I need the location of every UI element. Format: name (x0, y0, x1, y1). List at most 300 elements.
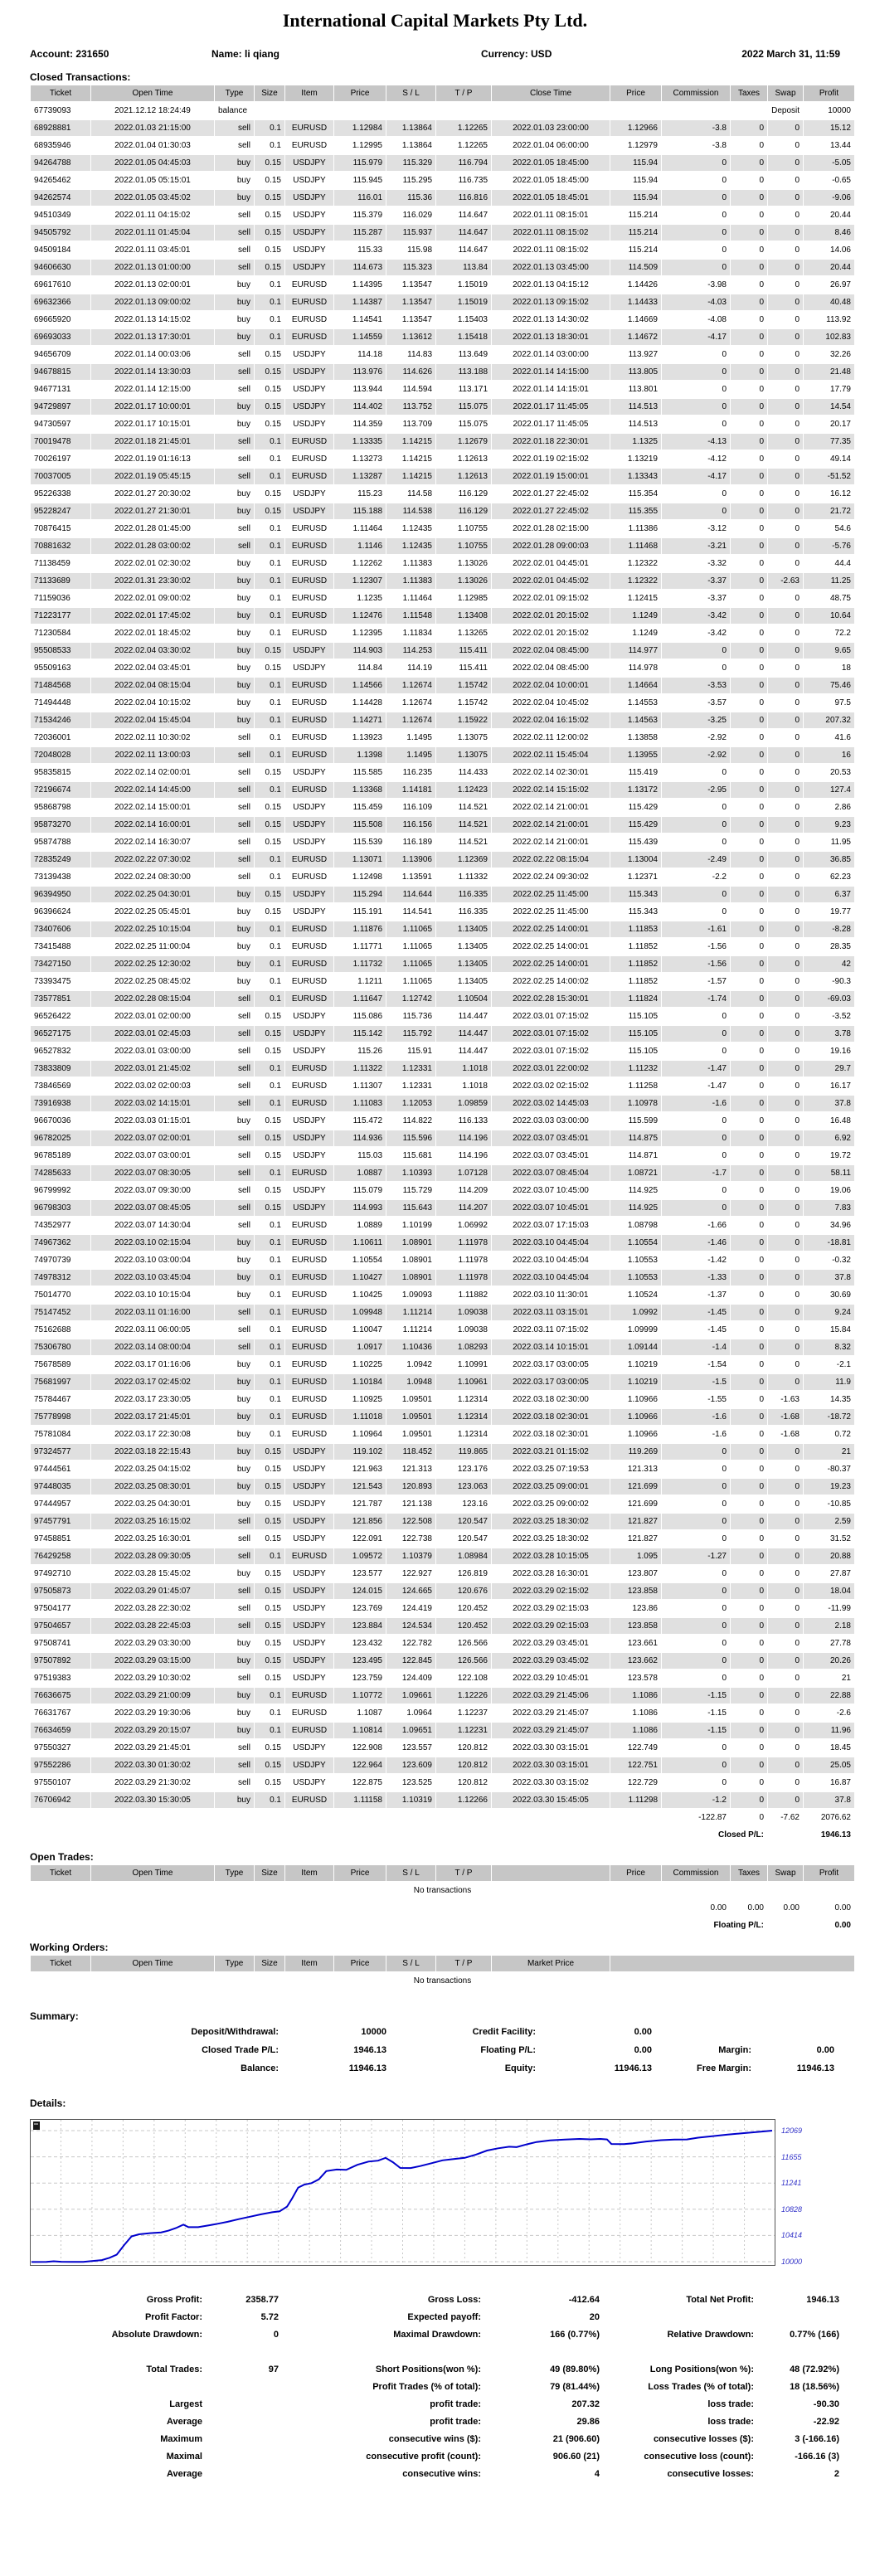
cell-profit: 20.26 (804, 1653, 854, 1669)
cell-taxes: 0 (759, 1499, 764, 1509)
cell-close-time: 2022.03.01 07:15:02 (513, 1047, 589, 1056)
cell-close-time: 2022.01.28 02:15:00 (513, 524, 589, 533)
cell-swap: 0 (768, 329, 803, 345)
cell-close-price: 113.801 (628, 385, 658, 394)
cell-swap: 0 (768, 956, 803, 972)
cell-open-time: 2022.02.25 04:30:01 (91, 887, 214, 902)
cell-swap: 0 (768, 921, 803, 937)
cell-profit: 21.48 (804, 364, 854, 380)
cell-tp: 120.452 (436, 1618, 491, 1634)
cell-close-time: 2022.01.11 08:15:02 (513, 245, 589, 255)
cell-item: USDJPY (293, 1116, 326, 1125)
cell-ticket: 97457791 (31, 1514, 90, 1529)
cell-close-time: 2022.02.25 14:00:02 (513, 977, 589, 986)
cell-close-time: 2022.03.25 18:30:02 (492, 1514, 610, 1529)
cell-open-time: 2022.03.29 01:45:07 (91, 1583, 214, 1599)
cell-close-time: 2022.01.27 22:45:02 (492, 503, 610, 519)
column-header-ticket: Ticket (31, 1956, 90, 1971)
cell-profit: 75.46 (804, 678, 854, 693)
cell-price: 124.015 (334, 1583, 386, 1599)
stat-value (202, 2448, 279, 2466)
cell-swap: 0 (795, 629, 800, 638)
summary-item-value: 1946.13 (353, 2045, 386, 2055)
cell-sl: 1.10319 (386, 1792, 435, 1808)
cell-taxes: 0 (731, 260, 767, 275)
transaction-row (31, 329, 854, 345)
cell-taxes: 0 (759, 1047, 764, 1056)
cell-profit: 14.06 (829, 245, 851, 255)
cell-sl: 115.937 (386, 225, 435, 241)
cell-close-time: 2022.01.04 06:00:00 (513, 141, 589, 150)
cell-item: USDJPY (293, 838, 326, 847)
cell-profit: 14.54 (804, 399, 854, 415)
cell-tp: 120.812 (457, 1778, 488, 1787)
transaction-row (31, 277, 854, 293)
cell-size: 0.15 (265, 663, 281, 673)
cell-close-time: 2022.01.14 03:00:00 (513, 350, 589, 359)
cell-item: EURUSD (291, 1081, 328, 1091)
cell-swap: 0 (795, 1290, 800, 1300)
cell-swap: 0 (795, 907, 800, 916)
cell-swap: 0 (795, 872, 800, 882)
cell-swap: 0 (795, 1778, 800, 1787)
column-header-close-time (492, 1865, 610, 1881)
cell-close-price: 121.699 (627, 1499, 658, 1509)
cell-close-price: 114.513 (610, 399, 661, 415)
transaction-row (31, 1461, 854, 1477)
cell-ticket: 74352977 (34, 1221, 71, 1230)
cell-size: 0.15 (255, 1479, 284, 1495)
cell-profit: 15.84 (829, 1325, 851, 1334)
transaction-row (31, 190, 854, 206)
column-header-item: Item (285, 85, 333, 101)
stat-label: Average (166, 2469, 202, 2479)
cell-close-price: 1.1086 (610, 1723, 661, 1738)
cell-ticket: 94262574 (31, 190, 90, 206)
cell-open-time: 2022.01.05 03:45:02 (91, 190, 214, 206)
cell-type: buy (215, 956, 254, 972)
cell-ticket: 71494448 (34, 698, 71, 707)
header-row (31, 1956, 854, 1971)
cell-price: 1.13273 (352, 454, 382, 464)
cell-commission: 0 (722, 489, 727, 498)
cell-close-time: 2022.03.10 04:45:04 (492, 1270, 610, 1286)
cell-item: EURUSD (291, 698, 328, 707)
cell-taxes: 0 (759, 942, 764, 951)
cell-open-time: 2022.01.03 21:15:00 (91, 120, 214, 136)
cell-open-time: 2022.03.11 06:00:05 (114, 1325, 191, 1334)
transaction-row (31, 1200, 854, 1216)
cell-price: 114.18 (357, 350, 382, 359)
cell-open-time: 2022.02.11 13:00:03 (91, 747, 214, 763)
cell-taxes: 0 (731, 225, 767, 241)
total-profit: 0.00 (834, 1903, 851, 1913)
column-header-blank (610, 1956, 854, 1971)
cell-type: buy (215, 1688, 254, 1704)
cell-ticket: 75784467 (34, 1395, 71, 1404)
cell-type: buy (236, 977, 250, 986)
cell-swap: 0 (768, 712, 803, 728)
cell-item: EURUSD (291, 1430, 328, 1439)
cell-swap: 0 (768, 608, 803, 624)
cell-price: 1.14387 (334, 294, 386, 310)
cell-close-time: 2022.02.04 08:45:00 (492, 643, 610, 659)
cell-size: 0.1 (270, 872, 281, 882)
cell-commission: 0 (662, 1514, 730, 1529)
cell-type: buy (215, 503, 254, 519)
cell-sl: 1.13547 (386, 294, 435, 310)
cell-price: 1.12476 (334, 608, 386, 624)
cell-profit: 2.86 (834, 803, 851, 812)
cell-close-time: 2022.01.18 22:30:01 (492, 434, 610, 450)
cell-size: 0.15 (265, 176, 281, 185)
cell-ticket: 97505873 (31, 1583, 90, 1599)
stat-value: 49 (89.80%) (550, 2365, 600, 2374)
cell-type: buy (215, 399, 254, 415)
cell-open-time: 2022.02.14 02:00:01 (114, 768, 191, 777)
cell-tp: 1.12613 (436, 469, 491, 484)
cell-profit: 8.46 (804, 225, 854, 241)
cell-profit: 0.72 (834, 1430, 851, 1439)
cell-taxes: 0 (731, 921, 767, 937)
cell-tp: 114.196 (458, 1151, 488, 1160)
cell-open-time: 2022.03.17 01:16:06 (114, 1360, 191, 1369)
cell-item: EURUSD (291, 733, 328, 742)
cell-size: 0.1 (255, 120, 284, 136)
cell-profit: 2.59 (804, 1514, 854, 1529)
cell-open-time: 2022.03.17 02:45:02 (91, 1374, 214, 1390)
transaction-row (31, 1165, 854, 1181)
cell-taxes: 0 (731, 190, 767, 206)
cell-price: 121.856 (334, 1514, 386, 1529)
cell-swap: 0 (795, 489, 800, 498)
cell-close-time: 2022.02.01 20:15:02 (513, 629, 589, 638)
cell-ticket: 75678589 (34, 1360, 71, 1369)
cell-item: USDJPY (285, 1026, 333, 1042)
cell-price: 115.459 (352, 803, 382, 812)
cell-sl: 124.409 (401, 1674, 432, 1683)
cell-type: sell (215, 1026, 254, 1042)
cell-profit: 20.53 (829, 768, 851, 777)
cell-tp: 1.10755 (436, 538, 491, 554)
cell-open-time: 2022.01.18 21:45:01 (91, 434, 214, 450)
cell-size: 0.1 (255, 294, 284, 310)
cell-size: 0.1 (270, 698, 281, 707)
cell-item: EURUSD (291, 872, 328, 882)
cell-sl: 115.91 (407, 1047, 432, 1056)
cell-taxes: 0 (759, 872, 764, 882)
balance-row (31, 103, 854, 119)
cell-swap: 0 (768, 1514, 803, 1529)
cell-taxes: 0 (731, 1792, 767, 1808)
cell-swap: 0 (795, 1499, 800, 1509)
cell-commission: -1.15 (662, 1688, 730, 1704)
no-transactions-text: No transactions (413, 1976, 472, 1985)
cell-type: sell (237, 524, 250, 533)
column-header-size: Size (255, 1956, 284, 1971)
cell-swap: 0 (795, 454, 800, 464)
stat-label: consecutive losses: (667, 2469, 754, 2479)
cell-swap: 0 (795, 1151, 800, 1160)
cell-price: 1.11158 (334, 1792, 386, 1808)
cell-tp: 1.11978 (436, 1270, 491, 1286)
cell-ticket: 70876415 (34, 524, 71, 533)
cell-swap: 0 (795, 768, 800, 777)
cell-swap: 0 (795, 1674, 800, 1683)
y-axis-tick-label: 10414 (781, 2231, 803, 2240)
cell-taxes: 0 (759, 559, 764, 568)
cell-sl: 124.419 (401, 1604, 432, 1613)
cell-close-time: 2022.03.07 10:45:01 (492, 1200, 610, 1216)
cell-commission: 0 (662, 1583, 730, 1599)
cell-open-time: 2022.03.28 22:30:02 (114, 1604, 191, 1613)
cell-taxes: 0 (759, 141, 764, 150)
cell-commission: 0 (662, 225, 730, 241)
transaction-row (31, 1235, 854, 1251)
cell-size: 0.1 (255, 1339, 284, 1355)
cell-ticket: 73846569 (34, 1081, 71, 1091)
cell-taxes: 0 (731, 434, 767, 450)
cell-tp: 1.13026 (457, 559, 488, 568)
cell-commission: -1.6 (712, 1430, 727, 1439)
cell-close-time: 2022.02.25 11:45:00 (492, 887, 610, 902)
cell-size: 0.15 (255, 364, 284, 380)
transaction-row (31, 155, 854, 171)
stat-value: 166 (0.77%) (550, 2330, 600, 2340)
transaction-row (31, 608, 854, 624)
cell-size: 0.15 (255, 1757, 284, 1773)
cell-swap: 0 (768, 1061, 803, 1077)
cell-sl: 1.09501 (401, 1430, 432, 1439)
cell-item: USDJPY (293, 350, 326, 359)
cell-type: buy (215, 1444, 254, 1460)
cell-commission: 0 (722, 350, 727, 359)
column-header-swap: Swap (768, 85, 803, 101)
cell-price: 115.03 (357, 1151, 382, 1160)
cell-taxes: 0 (759, 1743, 764, 1752)
cell-ticket: 69617610 (34, 280, 71, 289)
cell-sl: 115.36 (386, 190, 435, 206)
cell-tp: 1.13075 (436, 747, 491, 763)
cell-taxes: 0 (731, 1618, 767, 1634)
cell-item: EURUSD (285, 956, 333, 972)
cell-type: buy (215, 1374, 254, 1390)
cell-open-time: 2022.03.29 03:30:00 (114, 1639, 191, 1648)
cell-sl: 123.609 (386, 1757, 435, 1773)
cell-swap: 0 (768, 1688, 803, 1704)
cell-deposit-label: Deposit (771, 106, 800, 115)
cell-profit: 20.88 (804, 1548, 854, 1564)
cell-open-time: 2022.01.13 02:00:01 (114, 280, 191, 289)
cell-item: EURUSD (285, 852, 333, 868)
cell-type: sell (215, 852, 254, 868)
cell-close-price: 1.11386 (628, 524, 658, 533)
cell-item: EURUSD (285, 747, 333, 763)
stat-value (754, 2309, 839, 2326)
cell-taxes: 0 (731, 1757, 767, 1773)
cell-ticket: 73427150 (31, 956, 90, 972)
cell-commission: -4.12 (707, 454, 727, 464)
cell-type: sell (237, 733, 250, 742)
transaction-row (31, 1775, 854, 1791)
cell-commission: -1.47 (707, 1081, 727, 1091)
transaction-row (31, 1653, 854, 1669)
cell-ticket: 94264788 (31, 155, 90, 171)
cell-price: 1.14566 (334, 678, 386, 693)
cell-item: USDJPY (285, 1200, 333, 1216)
cell-open-time: 2022.02.14 15:00:01 (114, 803, 191, 812)
cell-size: 0.1 (270, 1290, 281, 1300)
cell-commission: -3.32 (707, 559, 727, 568)
cell-close-time: 2022.03.07 03:45:01 (492, 1130, 610, 1146)
cell-size: 0.1 (255, 921, 284, 937)
cell-commission: 0 (722, 1569, 727, 1578)
cell-open-time: 2022.02.01 18:45:02 (114, 629, 191, 638)
cell-size: 0.15 (265, 1778, 281, 1787)
cell-item: EURUSD (291, 524, 328, 533)
transaction-row (31, 956, 854, 972)
cell-taxes: 0 (759, 768, 764, 777)
cell-price: 121.543 (334, 1479, 386, 1495)
total-commission: 0.00 (710, 1903, 727, 1913)
cell-size: 0.15 (265, 211, 281, 220)
cell-type: sell (237, 1047, 250, 1056)
cell-price: 1.10427 (334, 1270, 386, 1286)
stat-label: Total Trades: (146, 2365, 202, 2374)
cell-size: 0.1 (270, 280, 281, 289)
cell-tp: 1.10504 (436, 991, 491, 1007)
cell-swap: 0 (795, 733, 800, 742)
cell-swap: 0 (795, 1081, 800, 1091)
cell-close-time: 2022.02.04 08:45:00 (513, 663, 589, 673)
cell-open-time: 2022.01.17 10:15:01 (114, 420, 191, 429)
stat-label: Largest (169, 2399, 202, 2409)
equity-curve-chart (30, 2119, 775, 2270)
cell-size: 0.15 (265, 1186, 281, 1195)
cell-ticket: 96394950 (31, 887, 90, 902)
cell-swap: 0 (768, 1444, 803, 1460)
cell-close-time: 2022.03.29 02:15:03 (492, 1618, 610, 1634)
cell-price: 114.359 (352, 420, 382, 429)
transaction-row (31, 1409, 854, 1425)
cell-profit: 207.32 (804, 712, 854, 728)
cell-close-time: 2022.03.10 04:45:04 (513, 1256, 589, 1265)
transaction-row (31, 573, 854, 589)
cell-profit: 32.26 (829, 350, 851, 359)
cell-size: 0.1 (255, 1235, 284, 1251)
cell-open-time: 2022.01.14 13:30:03 (91, 364, 214, 380)
cell-type: buy (236, 698, 250, 707)
stat-value: 2 (834, 2469, 839, 2479)
cell-open-time: 2022.02.01 02:30:02 (114, 559, 191, 568)
cell-taxes: 0 (759, 1534, 764, 1543)
cell-sl: 123.525 (401, 1778, 432, 1787)
cell-profit: -2.1 (836, 1360, 851, 1369)
cell-size: 0.15 (265, 1674, 281, 1683)
cell-size: 0.1 (270, 1430, 281, 1439)
cell-taxes: 0 (759, 211, 764, 220)
cell-swap: 0 (768, 1026, 803, 1042)
cell-close-time: 2022.02.04 10:00:01 (492, 678, 610, 693)
cell-sl: 1.13612 (386, 329, 435, 345)
cell-type: buy (236, 942, 250, 951)
cell-item: USDJPY (293, 420, 326, 429)
cell-sl: 114.19 (407, 663, 432, 673)
cell-commission: -3.37 (662, 573, 730, 589)
cell-size: 0.1 (270, 977, 281, 986)
cell-swap: 0 (795, 1221, 800, 1230)
cell-type: sell (237, 211, 250, 220)
cell-close-price: 114.513 (628, 420, 658, 429)
cell-close-price: 115.419 (628, 768, 658, 777)
cell-open-time: 2022.02.11 10:30:02 (114, 733, 191, 742)
summary-item-label: Floating P/L: (480, 2045, 536, 2055)
cell-price: 123.495 (334, 1653, 386, 1669)
transaction-row (31, 1357, 854, 1373)
cell-sl: 1.09501 (401, 1395, 432, 1404)
cell-ticket: 97552286 (31, 1757, 90, 1773)
cell-close-price: 1.12966 (610, 120, 661, 136)
cell-swap: 0 (795, 1186, 800, 1195)
closed-pl-row (31, 1827, 854, 1843)
cell-profit: 37.8 (804, 1792, 854, 1808)
transaction-row (31, 1078, 854, 1094)
cell-price: 115.294 (334, 887, 386, 902)
transaction-row (31, 1113, 854, 1129)
cell-item: USDJPY (285, 1757, 333, 1773)
cell-close-price: 115.214 (610, 225, 661, 241)
cell-type: buy (215, 608, 254, 624)
chart-watermark-icon (33, 2122, 40, 2130)
cell-tp: 1.13075 (457, 733, 488, 742)
cell-close-price: 115.214 (628, 245, 658, 255)
cell-profit: 11.96 (804, 1723, 854, 1738)
cell-tp: 1.13265 (457, 629, 488, 638)
cell-type: buy (236, 315, 250, 324)
cell-sl: 1.09651 (386, 1723, 435, 1738)
cell-tp: 1.12314 (457, 1395, 488, 1404)
cell-close-time: 2022.03.25 07:19:53 (513, 1465, 589, 1474)
cell-taxes: 0 (731, 678, 767, 693)
cell-swap: 0 (768, 1653, 803, 1669)
cell-open-time: 2022.03.29 19:30:06 (114, 1708, 191, 1718)
cell-swap: 0 (768, 1757, 803, 1773)
cell-swap: 0 (795, 942, 800, 951)
cell-ticket: 72835249 (31, 852, 90, 868)
cell-commission: -1.46 (662, 1235, 730, 1251)
cell-price: 1.09948 (334, 1305, 386, 1320)
cell-open-time: 2022.03.29 21:30:02 (114, 1778, 191, 1787)
cell-price: 115.191 (352, 907, 382, 916)
cell-tp: 114.647 (458, 211, 488, 220)
cell-profit: 16.17 (829, 1081, 851, 1091)
cell-ticket: 97508741 (34, 1639, 71, 1648)
transaction-row (31, 1130, 854, 1146)
cell-close-price: 113.927 (628, 350, 658, 359)
column-header-ticket: Ticket (31, 1865, 90, 1881)
cell-tp: 1.12265 (436, 120, 491, 136)
cell-open-time: 2022.03.07 14:30:04 (114, 1221, 191, 1230)
open-trades-label: Open Trades: (30, 1851, 94, 1863)
cell-tp: 114.196 (436, 1130, 491, 1146)
column-header-swap: Swap (768, 1865, 803, 1881)
cell-commission: -2.95 (662, 782, 730, 798)
cell-price: 123.759 (352, 1674, 382, 1683)
transaction-row (31, 347, 854, 362)
cell-type: buy (236, 176, 250, 185)
cell-price: 1.10554 (352, 1256, 382, 1265)
cell-tp: 1.12314 (436, 1409, 491, 1425)
